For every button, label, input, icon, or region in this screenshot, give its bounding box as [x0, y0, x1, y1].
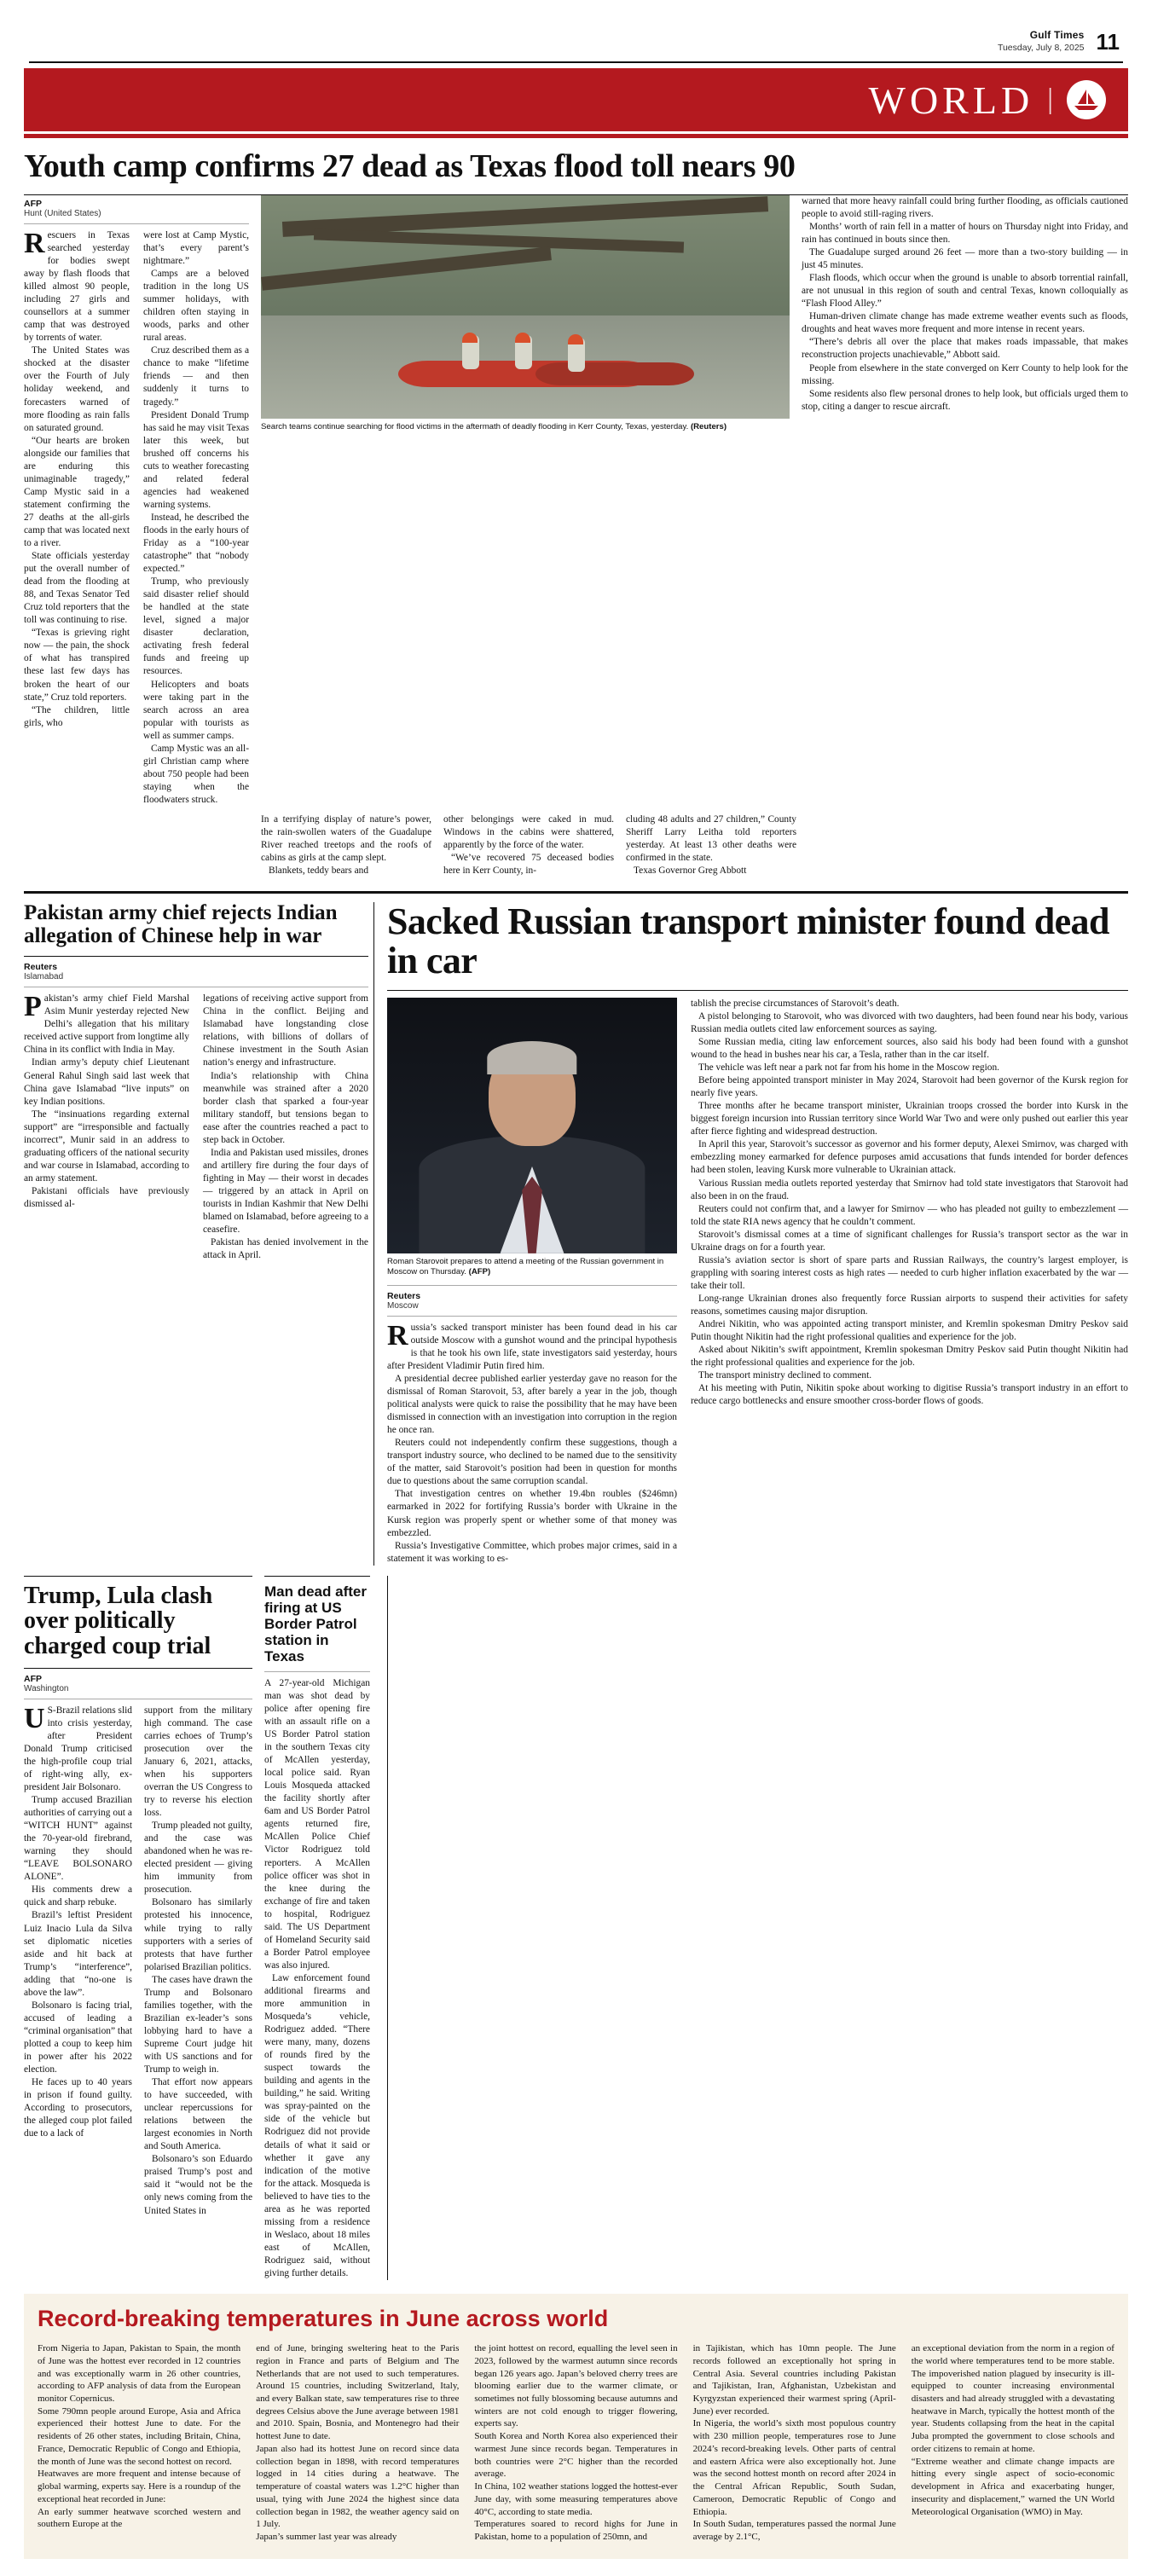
rus-p5: Russia’s Investigative Committee, which probes major crimes, said in a statement it was working to es-: [387, 1540, 677, 1564]
rus-r4: The vehicle was left near a park not far from his home in the Moscow region.: [698, 1062, 999, 1074]
feat-c1-p3: Heatwaves are more frequent and intense because of global warming, experts say. Here is a roundup of the exceptional heat recorded in June:: [38, 2469, 241, 2504]
vertical-divider-2: [387, 1576, 388, 2280]
middle-band: [24, 902, 1128, 1565]
trump-p7: support from the military high command. The case carries echoes of Trump’s prosecution over the January 6, 2021, attacks, when his supporters overran the US Congress to try to reverse his election loss.: [144, 1705, 252, 1819]
pak-p6: India’s relationship with China meanwhile was strained after a 2020 border clash that sparked a four-year military standoff, but tensions began to ease after the countries reached a pact to step back in October.: [203, 1070, 368, 1145]
paper-name: Gulf Times: [1029, 29, 1085, 41]
lead-p5: “Texas is grieving right now — the pain, the shock of what has transpired these last few days has broken the heart of our state,” Cruz told reporters.: [24, 628, 130, 703]
rus-r10: Starovoit’s dismissal comes at a time of significant challenges for Russia’s transport sector as the war in Ukraine drags on for a fourth year.: [691, 1229, 1128, 1253]
russia-agency: Reuters: [387, 1290, 421, 1301]
feature-col-1: [38, 2342, 240, 2544]
dhow-boat-logo: [1067, 80, 1106, 119]
rus-r6: Three months after he became transport minister, Ukrainian troops crossed the border into Kursk in the biggest foreign incursion into Russian territory since World War Two and were only pushed out earlier this year after fierce fighting and widespread destruction.: [691, 1101, 1128, 1137]
caption-credit: (AFP): [468, 1267, 491, 1277]
masthead: [24, 0, 1128, 58]
trump-p1: US-Brazil relations slid into crisis yesterday, after President Donald Trump criticised the high-profile coup trial of right-wing ally, ex-president Jair Bolsonaro.: [24, 1702, 132, 1792]
rus-p2: A presidential decree published earlier yesterday gave no reason for the dismissal of Roman Starovoit, 53, after barely a year in the job, though political analysts were quick to raise the possibility that he may have been dismissed in connection with an investigation into corruption in the region he once ran.: [387, 1373, 677, 1436]
rus-r7: In April this year, Starovoit’s successor as governor and his former deputy, Alexei Smirnov, was charged with embezzling money earmarked for defence purposes amid accusations that funds intended for border defences had been stolen, leaving Kursk more vulnerable to Ukrainian attack.: [691, 1139, 1128, 1176]
pakistan-story: [24, 902, 368, 1565]
lead-r4: Flash floods, which occur when the ground is unable to absorb torrential rainfall, are not unusual in this region of south and central Texas, known colloquially as “Flash Flood Alley.”: [802, 273, 1128, 310]
feat-c1-p1: From Nigeria to Japan, Pakistan to Spain, the month of June was the hottest ever recorded in 12 countries and was exceptionally warm in 26 other countries, according to AFP analysis of data from the European monitor Copernicus.: [38, 2343, 241, 2404]
lead-b2: Blankets, teddy bears and: [269, 865, 369, 877]
lead-b6: Texas Governor Greg Abbott: [634, 865, 747, 877]
trump-p2: Trump accused Brazilian authorities of carrying out a “WITCH HUNT” against the 70-year-old firebrand, warning they should “LEAVE BOLSONARO ALONE”.: [24, 1795, 132, 1883]
trump-p10: The cases have drawn the Trump and Bolsonaro families together, with the Brazilian ex-leader’s sons lobbying hard to have a Supreme Court judge hit with US sanctions and for Trump to weigh in.: [144, 1974, 252, 2075]
rus-r14: Asked about Nikitin’s swift appointment, Kremlin spokesman Dmitry Peskov said Putin thought Nikitin had the right professional qualities and experience for the job.: [691, 1345, 1128, 1369]
lead-r5: Human-driven climate change has made extreme weather events such as floods, droughts and heat waves more frequent and more intense in recent years.: [802, 311, 1128, 335]
lead-p13: Helicopters and boats were taking part in the search across an area popular with tourists as well as summer camps.: [143, 679, 249, 741]
feature-col-2: [256, 2342, 459, 2544]
pak-p7: India and Pakistan used missiles, drones and artillery fire during the four days of fighting in May — their worst in decades — triggered by an attack in April on tourists in Indian Kashmir that New Delhi blamed on Islamabad, before agreeing to a ceasefire.: [203, 1147, 368, 1236]
feat-c3-p2: South Korea and North Korea also experienced their warmest June since records began. Temperatures in both countries were 2°C higher than the recorded average.: [474, 2431, 678, 2480]
lead-p1: Rescuers in Texas searched yesterday for bodies swept away by flash floods that killed almost 90 people, including 27 girls and counsellors at a summer camp that was destroyed by torrents of water.: [24, 227, 130, 344]
lead-r3: The Guadalupe surged around 26 feet — more than a two-story building — in just 45 minutes.: [802, 247, 1128, 271]
lead-photo-caption: [261, 419, 790, 432]
pak-p8: Pakistan has denied involvement in the attack in April.: [203, 1237, 368, 1261]
rus-r9: Reuters could not confirm that, and a lawyer for Smirnov — who has pleaded not guilty to embezzlement — told the state RIA news agency that he couldn’t comment.: [691, 1203, 1128, 1227]
section-separator-1: [24, 891, 1128, 894]
section-title: WORLD: [868, 78, 1034, 122]
rus-p1: Russia’s sacked transport minister has been found dead in his car outside Moscow with a gunshot wound and the principal hypothesis is that he took his own life, state investigators said yesterday, hours after President Vladimir Putin fired him.: [387, 1319, 677, 1371]
lead-r1: warned that more heavy rainfall could bring further flooding, as officials cautioned people to avoid still-raging rivers.: [802, 195, 1128, 219]
issue-date: Tuesday, July 8, 2025: [997, 43, 1085, 53]
lead-b1: In a terrifying display of nature’s power, the rain-swollen waters of the Guadalupe River reached treetops and the roofs of cabins as girls at the camp slept.: [261, 814, 431, 864]
feat-c4-p3: In South Sudan, temperatures passed the normal June average by 2.1°C,: [692, 2519, 896, 2543]
vertical-divider-1: [373, 902, 374, 1565]
lead-b3: other belongings were caked in mud. Windows in the cabins were shattered, apparently by the force of the water.: [443, 814, 614, 851]
border-brief: [264, 1576, 370, 2280]
lead-p11: Instead, he described the floods in the early hours of Friday as a “100-year catastrophe” that “nobody expected.”: [143, 512, 249, 575]
lead-bottom-strip: [24, 813, 1128, 877]
feat-c4-p2: In Nigeria, the world’s sixth most populous country with 230 million people, temperatures rose to June 2024’s record-breaking levels. Other parts of central and eastern Africa were also exceptionally hot. June was the second hottest month on record after 2024 in the Central African Republic, South Sudan, Cameroon, Democratic Republic of Congo and Ethiopia.: [692, 2418, 896, 2517]
border-p2: Law enforcement found additional firearms and more ammunition in Mosqueda’s vehicle, Rodriguez added. “There were many, many, dozens of rounds fired by the suspect towards the building and agents in the building,” he said. Writing was spray-painted on the side of the vehicle but Rodriguez did not provide details of what it said or whether it gave any indication of the motive for the attack. Mosqueda is believed to have ties to the area as he was reported missing from a residence in Weslaco, about 18 miles east of McAllen, Rodriguez said, without giving further details.: [264, 1972, 370, 2278]
lead-r2: Months’ worth of rain fell in a matter of hours on Thursday night into Friday, and rain has continued in bouts since then.: [802, 221, 1128, 246]
pak-p4: Pakistani officials have previously dismissed al-: [24, 1185, 189, 1209]
feat-c5-p1: an exceptional deviation from the norm in a region of the world where temperatures tend to be more stable. The impoverished nation plagued by insecurity is ill-equipped to counter increasing environmental disasters and had already struggled with a devastating heatwave in March, typically the hottest month of the year. Students collapsing from the heat in the capital Juba prompted the government to close schools and order citizens to remain at home.: [911, 2343, 1114, 2454]
feature-col-4: [693, 2342, 896, 2544]
page-number: 11: [1096, 29, 1120, 55]
rus-r1: tablish the precise circumstances of Starovoit’s death.: [691, 998, 900, 1009]
rus-r5: Before being appointed transport minister in May 2024, Starovoit had been governor of the Kursk region for nearly five years.: [691, 1075, 1128, 1099]
feature-col-3: [474, 2342, 677, 2544]
lead-p9: Cruz described them as a chance to make “lifetime friends — and then suddenly it turns to tragedy.”: [143, 345, 249, 408]
feat-c2-p1: end of June, bringing sweltering heat to the Paris region in France and parts of Belgium and The Netherlands that are not used to such temperatures. Around 15 countries, including Switzerland, Italy, and every Balkan state, saw temperatures rise to three degrees Celsius above the June average between 1981 and 2010. Spain, Bosnia, and Montenegro had their hottest June to date.: [256, 2343, 460, 2442]
pakistan-dateline: Islamabad: [24, 972, 64, 982]
lead-p14: Camp Mystic was an all-girl Christian camp where about 750 people had been staying when the floodwaters struck.: [143, 743, 249, 805]
lead-r8: Some residents also flew personal drones to help look, but officials urged them to stop, citing a danger to rescue aircraft.: [802, 388, 1128, 412]
border-p1: A 27-year-old Michigan man was shot dead by police after opening fire with an assault rifle on a US Border Patrol station in the southern Texas city of McAllen yesterday, local police said. Ryan Louis Mosqueda attacked the facility shortly after 6am and US Border Patrol agents returned fire, McAllen Police Chief Victor Rodriguez told reporters. A McAllen police officer was shot in the knee during the exchange of fire and taken to hospital, Rodriguez said. The US Department of Homeland Security said a Border Patrol employee was also injured.: [264, 1677, 370, 1971]
russia-story: [379, 902, 1128, 1565]
trump-p6: He faces up to 40 years in prison if found guilty. According to prosecutors, the alleged coup plot failed due to a lack of: [24, 2077, 132, 2139]
trump-agency: AFP: [24, 1673, 42, 1684]
pak-p1: Pakistan’s army chief Field Marshal Asim Munir yesterday rejected New Delhi’s allegation that his military received active support from longtime ally China in its conflict with India in May.: [24, 991, 189, 1056]
pak-p2: Indian army’s deputy chief Lieutenant General Rahul Singh said last week that China gave Islamabad “live inputs” on key Indian positions.: [24, 1057, 189, 1107]
lead-photo-block: [261, 195, 790, 807]
caption-text: Search teams continue searching for flood victims in the aftermath of deadly flooding in Kerr County, Texas, yesterday.: [261, 421, 689, 431]
trump-p4: Brazil’s leftist President Luiz Inacio Lula da Silva set diplomatic niceties aside and hit back at Trump’s “interference”, adding that “no-one is above the law”.: [24, 1910, 132, 1998]
rus-r15: The transport ministry declined to comment.: [698, 1370, 872, 1381]
trump-p9: Bolsonaro has similarly protested his innocence, while trying to rally supporters with a series of protests that have further polarised Brazilian politics.: [144, 1897, 252, 1972]
feat-c1-p2: Some 790mn people around Europe, Asia and Africa experienced their hottest June to date. For the residents of 26 other states, including Britain, China, France, Democratic Republic of Congo and Ethiopia, the month of June was the second hottest on record.: [38, 2405, 241, 2467]
rus-r3: Some Russian media, citing law enforcement sources, also said his body had been found with a gunshot wound to the head in bushes near his car, a Tesla, rather than in the car itself.: [691, 1037, 1128, 1061]
trump-dateline: Washington: [24, 1683, 69, 1693]
feat-c2-p3: Japan’s summer last year was already: [256, 2532, 397, 2543]
trump-headline: Trump, Lula clash over politically charged coup trial: [24, 1582, 213, 1660]
flood-rescue-photo: [261, 195, 790, 419]
lead-p2: The United States was shocked at the disaster over the Fourth of July holiday weekend, and forecasters warned of more flooding as rain falls on saturated ground.: [24, 345, 130, 433]
lead-p3: “Our hearts are broken alongside our families that are enduring this unimaginable tragedy,” Camp Mystic said in a statement confirming the 27 deaths at the all-girls camp that was located next to a river.: [24, 435, 130, 549]
feat-c3-p3: In China, 102 weather stations logged the hottest-ever June day, with some measuring temperatures above 40°C, according to state media.: [474, 2481, 678, 2517]
lead-p12: Trump, who previously said disaster relief should be handled at the state level, signed a major disaster declaration, activating fresh federal funds and freeing up resources.: [143, 576, 249, 677]
lead-p6: “The children, little girls, who: [24, 704, 130, 728]
lead-r7: People from elsewhere in the state converged on Kerr County to help look for the missing.: [802, 362, 1128, 386]
feat-c5-p2: “Extreme weather and climate change impacts are hitting every single aspect of socio-economic development in Africa and exacerbating hunger, insecurity and displacement,” warned the UN World Meteorological Organisation (WMO) in May.: [911, 2456, 1114, 2517]
caption-credit: (Reuters): [690, 421, 727, 431]
russia-dateline: Moscow: [387, 1300, 419, 1311]
border-headline: Man dead after firing at US Border Patrol station in Texas: [264, 1583, 367, 1664]
trump-p8: Trump pleaded not guilty, and the case was abandoned when he was re-elected president — giving him immunity from prosecution.: [144, 1821, 252, 1896]
lower-left-band: [24, 1576, 1128, 2280]
lead-col-left: [24, 195, 249, 807]
feat-c2-p2: Japan also had its hottest June on record since data collection began in 1898, with record temperatures logged in 14 cities during a heatwave. The temperature of coastal waters was 1.2°C higher than usual, tying with June 2024 the highest since data collection began in 1982, the weather agency said on 1 July.: [256, 2443, 460, 2530]
lead-p10: President Donald Trump has said he may visit Texas later this week, but brushed off concerns his cuts to weather forecasting and related federal agencies had weakened warning systems.: [143, 409, 249, 510]
rus-r11: Russia’s aviation sector is short of spare parts and Russian Railways, the country’s largest employer, is grappling with soaring interest costs as high rates — needed to curb higher inflation exacerbated by the war — take their toll.: [691, 1254, 1128, 1291]
lead-dateline: Hunt (United States): [24, 208, 101, 218]
section-divider: |: [1047, 84, 1053, 115]
lead-r6: “There’s debris all over the place that makes roads impassable, that makes reconstruction projects unachievable,” Abbott said.: [802, 337, 1128, 361]
feature-box: [24, 2294, 1128, 2559]
pak-p5: legations of receiving active support from China in the conflict. Beijing and Islamabad have longstanding close relations, with billions of dollars of Chinese investment in the South Asian nation’s energy and infrastructure.: [203, 993, 368, 1068]
lead-col-right: [802, 195, 1128, 807]
feature-col-5: [912, 2342, 1114, 2544]
pakistan-agency: Reuters: [24, 962, 58, 973]
trump-story: [24, 1576, 252, 2280]
russia-photo-caption: [387, 1253, 677, 1278]
rus-r13: Andrei Nikitin, who was appointed acting transport minister, and Kremlin spokesman Dmitry Peskov said Putin thought Nikitin had the right professional qualities and experience for the job.: [691, 1319, 1128, 1343]
russia-headline: Sacked Russian transport minister found dead in car: [387, 900, 1109, 981]
feat-c4-p1: in Tajikistan, which has 10mn people. The June records followed an exceptionally hot spring in Central Asia. Several countries including Pakistan and Tajikistan, Iran, Afghanistan, Uzbekistan and Kyrgyzstan experienced their warmest spring (April-June) ever recorded.: [692, 2343, 896, 2417]
trump-p12: Bolsonaro’s son Eduardo praised Trump’s post and said it “would not be the only news coming from the United States in: [144, 2154, 252, 2216]
feature-headline: Record-breaking temperatures in June across world: [38, 2306, 609, 2332]
banner-underline: [24, 134, 1128, 138]
lead-headline: Youth camp confirms 27 dead as Texas flood toll nears 90: [24, 148, 796, 184]
feat-c3-p4: Temperatures soared to record highs for June in Pakistan, home to a population of 250mn, and: [474, 2519, 678, 2543]
masthead-rule: [29, 61, 1123, 63]
rus-p3: Reuters could not independently confirm these suggestions, though a transport industry source, who declined to be named due to the sensitivity of the matter, said Starovoit’s position had been in question for months due to questions about the same corruption scandal.: [387, 1438, 677, 1487]
lead-p4: State officials yesterday put the overall number of dead from the flooding at 88, and Texas Senator Ted Cruz told reporters that the toll was continuing to rise.: [24, 551, 130, 626]
trump-p11: That effort now appears to have succeeded, with unclear repercussions for relations between the largest economies in North and South America.: [144, 2077, 252, 2152]
lead-p7: were lost at Camp Mystic, that’s every parent’s nightmare.”: [143, 229, 249, 266]
rus-p4: That investigation centres on whether 19.4bn roubles ($246mn) earmarked in 2022 for fortifying Russia’s border with Ukraine in the Kursk region was properly spent or whether some of that money was embezzled.: [387, 1489, 677, 1538]
lead-story: [24, 150, 1128, 877]
lead-p8: Camps are a beloved tradition in the long US summer holidays, with children often staying in woods, parks and other rural areas.: [143, 269, 249, 344]
rus-r16: At his meeting with Putin, Nikitin spoke about working to digitise Russia’s transport industry in an effort to reduce cargo bottlenecks and ensure smoother cross-border flows of goods.: [691, 1383, 1128, 1407]
caption-text: Roman Starovoit prepares to attend a meeting of the Russian government in Moscow on Thursday.: [387, 1256, 664, 1277]
rus-r8: Various Russian media outlets reported yesterday that Smirnov had told state investigators that Starovoit had also been in on the fraud.: [691, 1178, 1128, 1201]
lead-b5: cluding 48 adults and 27 children,” County Sheriff Larry Leitha told reporters yesterday. At least 13 other deaths were confirmed in the state.: [626, 814, 796, 864]
pak-p3: The “insinuations regarding external support” are “irresponsible and factually incorrect”, Munir said in an address to graduating officers of the national security and war course in Islamabad, according to an army statement.: [24, 1109, 189, 1184]
rus-r12: Long-range Ukrainian drones also frequently force Russian airports to suspend their activities for safety reasons, sometimes causing major disruption.: [691, 1293, 1128, 1317]
lead-b4: “We’ve recovered 75 deceased bodies here in Kerr County, in-: [443, 853, 614, 877]
trump-p3: His comments drew a quick and sharp rebuke.: [24, 1884, 132, 1908]
trump-p5: Bolsonaro is facing trial, accused of leading a “criminal organisation” that plotted a coup to keep him in power after his 2022 election.: [24, 2000, 132, 2075]
section-banner: [24, 68, 1128, 131]
starovoit-portrait-photo: [387, 998, 677, 1253]
feat-c1-p4: An early summer heatwave scorched western and southern Europe at the: [38, 2506, 241, 2530]
lead-agency: AFP: [24, 198, 42, 209]
feat-c3-p1: the joint hottest on record, equalling the level seen in 2023, followed by the warmest autumn since records began 126 years ago. Japan’s beloved cherry trees are blooming earlier due to the warmer climate, or sometimes not fully blossoming because autumns and winters are not cold enough to trigger flowering, experts say.: [474, 2343, 678, 2429]
rus-r2: A pistol belonging to Starovoit, who was divorced with two daughters, had been found near his body, various Russian media outlets cited law enforcement sources as saying.: [691, 1010, 1128, 1034]
pakistan-headline: Pakistan army chief rejects Indian allegation of Chinese help in war: [24, 901, 338, 947]
